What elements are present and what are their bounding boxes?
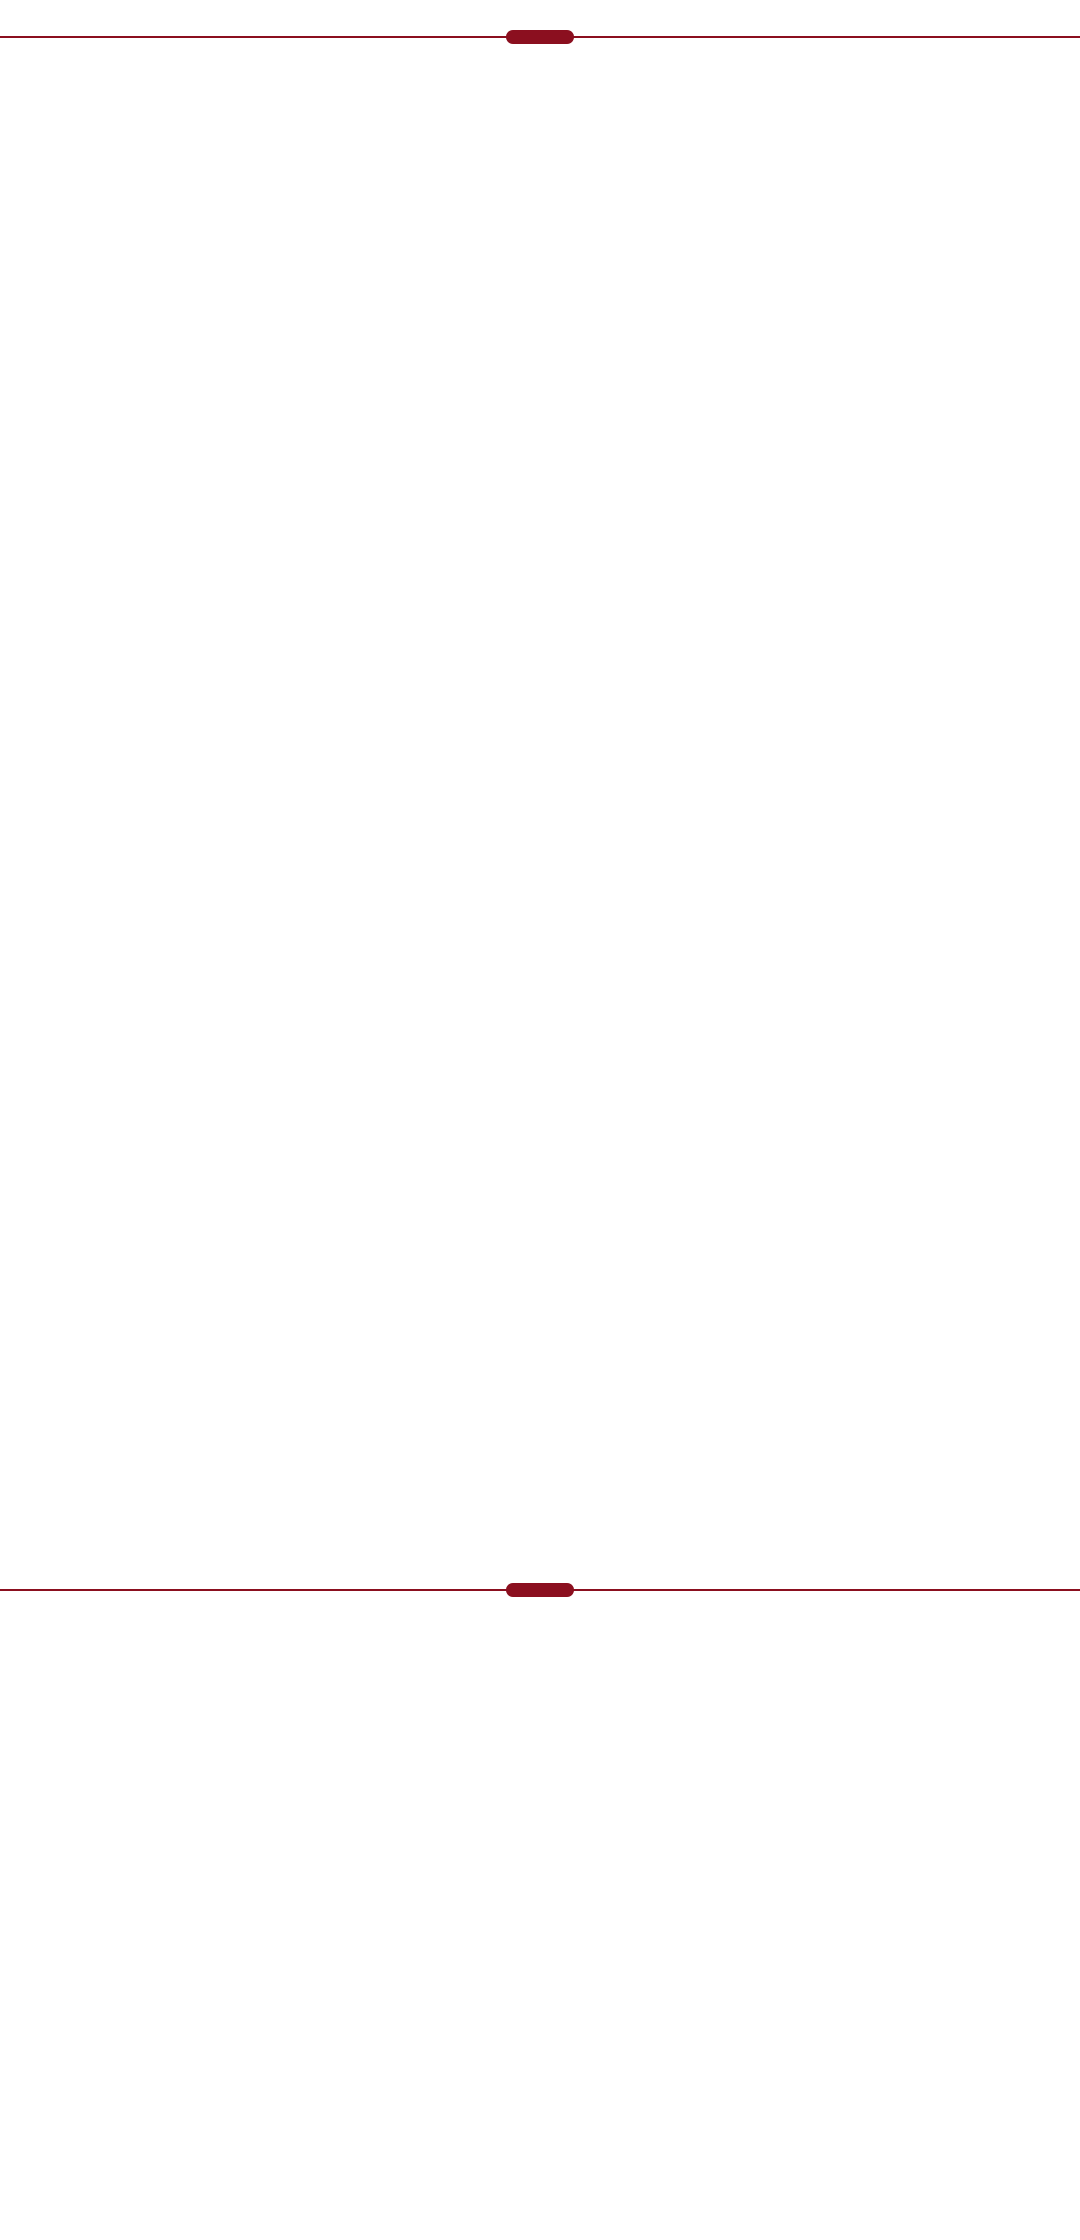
second-title — [506, 1583, 574, 1597]
main-title-banner — [0, 14, 1080, 60]
second-title-banner — [0, 1567, 1080, 1613]
main-title — [506, 30, 574, 44]
